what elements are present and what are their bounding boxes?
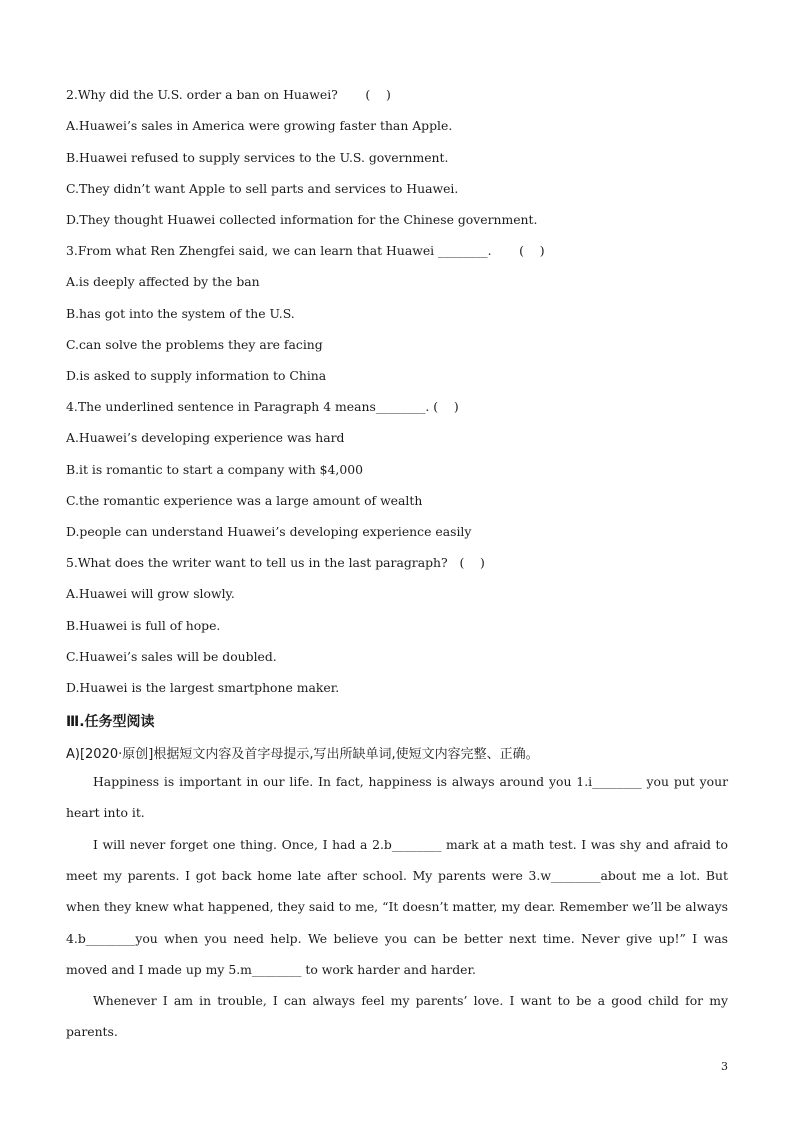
passage-paragraph-2: I will never forget one thing. Once, I had a 2.b________ mark at a math test. I was shy and afraid to meet my parents. I got back home late after school. My parents were 3.w________about me a lot. But when they knew what happened, they said to me, “It doesn’t matter, my dear. Remember we’ll be always 4.b________you when you need help. We believe you can be better next time. Never give up!” I was moved and I made up my 5.m________ to work harder and harder.: [66, 837, 728, 977]
question-4-option-b: B.it is romantic to start a company with $4,000: [66, 462, 363, 477]
question-4-option-a: A.Huawei’s developing experience was hard: [66, 430, 345, 445]
question-2-option-d: D.They thought Huawei collected information for the Chinese government.: [66, 212, 538, 227]
question-3-option-a: A.is deeply affected by the ban: [66, 274, 260, 289]
question-2-option-a: A.Huawei’s sales in America were growing faster than Apple.: [66, 118, 453, 133]
question-2-stem: 2.Why did the U.S. order a ban on Huawei? ( ): [66, 87, 391, 102]
section-subtitle: A)[2020·原创]根据短文内容及首字母提示,写出所缺单词,使短文内容完整、正确。: [66, 747, 539, 762]
question-3-option-b: B.has got into the system of the U.S.: [66, 306, 295, 321]
section-title: Ⅲ.任务型阅读: [66, 714, 155, 730]
question-2-option-c: C.They didn’t want Apple to sell parts and services to Huawei.: [66, 181, 459, 196]
question-5-option-a: A.Huawei will grow slowly.: [66, 586, 235, 601]
question-2-option-b: B.Huawei refused to supply services to the U.S. government.: [66, 150, 449, 165]
question-3-option-c: C.can solve the problems they are facing: [66, 337, 323, 352]
passage-paragraph-1: Happiness is important in our life. In fact, happiness is always around you 1.i________ you put your heart into it.: [66, 774, 728, 821]
question-5-option-d: D.Huawei is the largest smartphone maker.: [66, 680, 340, 695]
question-3-option-d: D.is asked to supply information to China: [66, 368, 327, 383]
question-5-option-b: B.Huawei is full of hope.: [66, 618, 221, 633]
page-number: 3: [721, 1060, 728, 1073]
question-4-stem: 4.The underlined sentence in Paragraph 4 means________. ( ): [66, 399, 459, 414]
question-3-stem: 3.From what Ren Zhengfei said, we can learn that Huawei ________. ( ): [66, 243, 545, 258]
question-5-option-c: C.Huawei’s sales will be doubled.: [66, 649, 277, 664]
question-4-option-c: C.the romantic experience was a large amount of wealth: [66, 493, 423, 508]
question-4-option-d: D.people can understand Huawei’s developing experience easily: [66, 524, 472, 539]
question-5-stem: 5.What does the writer want to tell us in the last paragraph? ( ): [66, 555, 485, 570]
passage-paragraph-3: Whenever I am in trouble, I can always feel my parents’ love. I want to be a good child for my parents.: [66, 993, 728, 1040]
